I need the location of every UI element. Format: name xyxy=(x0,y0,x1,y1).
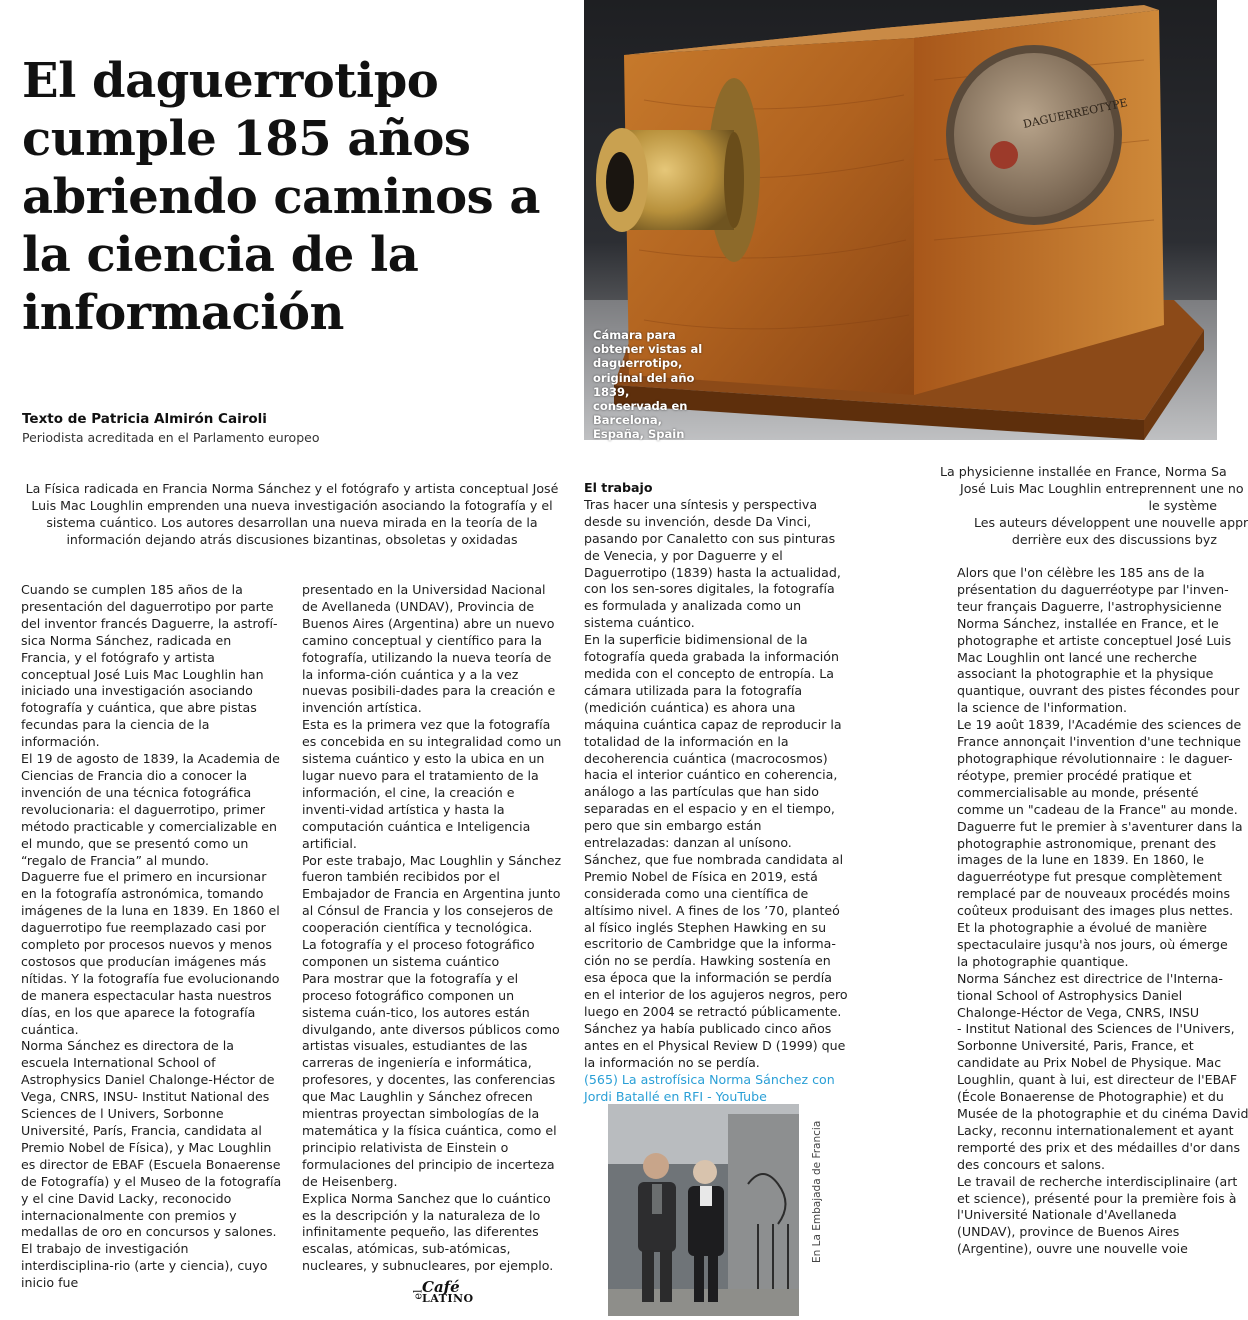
french-line: - Institut National des Sciences de l'Univers, xyxy=(957,1021,1235,1037)
french-line: tional School of Astrophysics Daniel xyxy=(957,987,1183,1003)
french-line: images de la lune en 1839. En 1860, le xyxy=(957,852,1205,868)
lead-paragraph: La Física radicada en Francia Norma Sánchez y el fotógrafo y artista conceptual José Luis Mac Loughlin emprenden una nueva investigación asociando la fotografía y el sistema cuántico. Los autores desarrollan una nueva mirada en la teoría de la información dejando atrás discusiones bizantinas, obsoletas y oxidadas xyxy=(25,481,559,547)
youtube-link[interactable]: (565) La astrofísica Norma Sánchez con Jordi Batallé en RFI - YouTube xyxy=(584,1071,835,1104)
paragraph: El 19 de agosto de 1839, la Academia de Ciencias de Francia dio a conocer la invención de una técnica fotográfica revolucionaria: el daguerrotipo, primer método practicable y comercializable en el mundo, que se presentó como un “regalo de Francia” al mundo. xyxy=(21,751,280,868)
french-line: Le 19 août 1839, l'Académie des sciences de xyxy=(957,717,1242,733)
paragraph: Cuando se cumplen 185 años de la presentación del daguerrotipo por parte del inventor francés Daguerre, la astrofí-sica Norma Sánchez, radicada en Francia, y el fotógrafo y artista conceptual José Luis Mac Loughlin han iniciado una investigación asociando fotografía y cuántica, que abre pistas fecundas para la ciencia de la información. xyxy=(21,582,278,750)
photo-credit: En La Embajada de Francia xyxy=(811,1120,823,1263)
author-role: Periodista acreditada en el Parlamento europeo xyxy=(22,430,320,445)
author-byline: Texto de Patricia Almirón Cairoli xyxy=(22,411,267,427)
french-line: l'Université Nationale d'Avellaneda xyxy=(957,1207,1177,1223)
paragraph: El trabajo de investigación interdisciplina-rio (arte y ciencia), cuyo inicio fue xyxy=(21,1241,268,1291)
french-line: comme un "cadeau de la France" au monde. xyxy=(957,801,1238,817)
column-3 xyxy=(584,480,848,1106)
paragraph: Sánchez, que fue nombrada candidata al Premio Nobel de Física en 2019, está considerada como una científica de altísimo nivel. A fines de los ’70, planteó al físico inglés Stephen Hawking en su escritorio de Cambridge que la informa-ción no se perdía. Hawking sostenía en esa época que la información se perdía en el interior de los agujeros negros, pero luego en 2004 se retractó públicamente. xyxy=(584,851,848,1020)
french-line: la photographie quantique. xyxy=(957,953,1129,969)
french-line: remporté des prix et des médailles d'or dans xyxy=(957,1139,1241,1155)
paragraph: Sánchez ya había publicado cinco años antes en el Physical Review D (1999) que la información no se perdía. xyxy=(584,1021,846,1070)
paragraph: Explica Norma Sanchez que lo cuántico es la descripción y la naturaleza de lo infinitamente pequeño, las diferentes escalas, atómicas, sub-atómicas, nucleares, y subnucleares, por ejemplo. xyxy=(302,1190,554,1274)
french-line: daguerréotype fut presque complètement xyxy=(957,869,1222,885)
french-line: Le travail de recherche interdisciplinaire (art xyxy=(957,1173,1238,1189)
french-lead-line: La physicienne installée en France, Norma Sa xyxy=(940,464,1227,479)
french-line: Daguerre fut le premier à s'aventurer dans la xyxy=(957,818,1243,834)
french-line: candidate au Prix Nobel de Physique. Mac xyxy=(957,1055,1222,1071)
french-line: photographie astronomique, prenant des xyxy=(957,835,1217,851)
french-line: Sorbonne Université, Paris, France, et xyxy=(957,1038,1194,1054)
french-line: teur français Daguerre, l'astrophysicienne xyxy=(957,598,1222,614)
french-line: remplacé par de nouveaux procédés moins xyxy=(957,886,1231,902)
french-line: quantique, ouvrant des pistes fécondes pour xyxy=(957,683,1240,699)
french-line: coûteux produisant des images plus nettes. xyxy=(957,903,1234,919)
french-line: France annonçait l'invention d'une technique xyxy=(957,734,1242,750)
french-line: la science de l'information. xyxy=(957,700,1128,716)
french-line: et science), présenté pour la première fois à xyxy=(957,1190,1237,1206)
people-photo-illustration xyxy=(608,1104,799,1316)
cafe-latino-logo xyxy=(410,1278,474,1306)
paragraph: Por este trabajo, Mac Loughlin y Sánchez fueron también recibidos por el Embajador de Francia en Argentina junto al Cónsul de Francia y los consejeros de cooperación científica y tecnológica. xyxy=(302,852,562,936)
french-line: (Argentine), ouvre une nouvelle voie xyxy=(957,1241,1188,1257)
svg-text:DAGUERREOTYPE: DAGUERREOTYPE xyxy=(1021,96,1129,131)
french-line: Alors que l'on célèbre les 185 ans de la xyxy=(957,565,1205,580)
french-line: Lacky, reconnu internationalement et ayant xyxy=(957,1122,1234,1138)
french-lead-line: José Luis Mac Loughlin entreprennent une no xyxy=(960,481,1244,496)
french-line: Musée de la photographie et du cinéma David xyxy=(957,1106,1248,1121)
french-lead xyxy=(940,463,1248,548)
french-line: des concours et salons. xyxy=(957,1156,1105,1172)
paragraph: En la superficie bidimensional de la fotografía queda grabada la información medida con el concepto de entropía. La cámara utilizada para la fotografía (medición cuántica) es ahora una máquina cuántica capaz de reproducir la totalidad de la información en la decoherencia cuántica (macrocosmos) hacia el interior cuántico en coherencia, análogo a las partículas que han sido separadas en el espacio y en el tiempo, pero que sin embargo están entrelazadas: danzan al unísono. xyxy=(584,632,842,851)
french-line: Loughlin, quant à lui, est directeur de l'EBAF xyxy=(957,1072,1238,1088)
column-2 xyxy=(302,582,564,1275)
logo-text: Café xyxy=(422,1278,460,1296)
french-lead-line: le système xyxy=(1148,498,1217,513)
paragraph: Daguerre fue el primero en incursionar en la fotografía astronómica, tomando imágenes de la luna en 1839. En 1860 el daguerrotipo fue reemplazado casi por completo por procesos nuevos y menos costosos que producían imágenes más nítidas. Y la fotografía fue evolucionando de manera espectacular hasta nuestros días, en los que aparece la fotografía cuántica. xyxy=(21,869,280,1037)
french-lead-line: derrière eux des discussions byz xyxy=(1011,532,1217,547)
french-line: réotype, premier procédé pratique et xyxy=(957,767,1192,783)
paragraph: Norma Sánchez es directora de la escuela International School of Astrophysics Daniel Chalonge-Héctor de Vega, CNRS, INSU- Institut National des Sciences de l Univers, Sorbonne Université, París, Francia, candidata al Premio Nobel de Física), y Mac Loughlin es director de EBAF (Escuela Bonaerense de Fotografía) y el Museo de la fotografía y el cine David Lacky, reconocido internacionalmente con premios y medallas de oro en concursos y salones. xyxy=(21,1038,282,1240)
french-line: commercialisable au monde, présenté xyxy=(957,784,1199,800)
hero-photo-caption: Cámara para obtener vistas al daguerrotipo, original del año 1839, conservada en Barcelona, España, Spain xyxy=(593,328,703,442)
french-line: Chalonge-Héctor de Vega, CNRS, INSU xyxy=(957,1004,1200,1020)
french-line: (École Bonaerense de Photographie) et du xyxy=(957,1089,1224,1105)
paragraph: La fotografía y el proceso fotográfico componen un sistema cuántico xyxy=(302,937,535,969)
french-line: associant la photographie et la physique xyxy=(957,666,1214,682)
paragraph: Tras hacer una síntesis y perspectiva desde su invención, desde Da Vinci, pasando por Canaletto con sus pinturas de Venecia, y por Daguerre y el Daguerrotipo (1839) hasta la actualidad, con los sen-sores digitales, la fotografía es formulada y analizada como un sistema cuántico. xyxy=(584,496,841,631)
french-line: (UNDAV), province de Buenos Aires xyxy=(957,1224,1180,1240)
headline: El daguerrotipo cumple 185 años abriendo caminos a la ciencia de la información xyxy=(22,53,541,341)
paragraph: Para mostrar que la fotografía y el proceso fotográfico componen un sistema cuán-tico, los autores están divulgando, ante diversos públicos como artistas visuales, estudiantes de las carreras de ingeniería e informática, profesores, y docentes, las conferencias que Mac Laughlin y Sánchez ofrecen mientras proyectan simbologías de la matemática y la física cuántica, como el principio relativista de Einstein o formulaciones del principio de incerteza de Heisenberg. xyxy=(302,970,560,1189)
french-line: présentation du daguerréotype par l'inven- xyxy=(957,581,1229,597)
french-line: Mac Loughlin ont lancé une recherche xyxy=(957,649,1198,665)
french-line: Et la photographie a évolué de manière xyxy=(957,920,1208,936)
french-line: photographique révolutionnaire : le daguer- xyxy=(957,750,1233,766)
french-line: Norma Sánchez, installée en France, et le xyxy=(957,615,1219,631)
column-4-french xyxy=(957,565,1248,1258)
french-line: spectaculaire jusqu'à nos jours, où émerge xyxy=(957,936,1228,952)
french-line: photographe et artiste conceptuel José Luis xyxy=(957,632,1232,648)
people-photo xyxy=(608,1104,799,1316)
logo-text: el xyxy=(411,1289,425,1300)
french-line: Norma Sánchez est directrice de l'Interna- xyxy=(957,970,1223,986)
logo-text: LATINO xyxy=(422,1292,474,1305)
paragraph: Esta es la primera vez que la fotografía es concebida en su integralidad como un sistema cuántico y esto la ubica en un lugar nuevo para el tratamiento de la información, el cine, la creación e inventi-vidad artística y hasta la computación cuántica e Inteligencia artificial. xyxy=(302,717,562,851)
paragraph: presentado en la Universidad Nacional de Avellaneda (UNDAV), Provincia de Buenos Aires (Argentina) abre un nuevo camino conceptual y científico para la fotografía, utilizando la nueva teoría de la informa-ción cuántica y a la vez nuevas posibili-dades para la creación e invención artística. xyxy=(302,582,556,716)
section-heading: El trabajo xyxy=(584,480,653,495)
column-1 xyxy=(21,582,283,1292)
french-lead-line: Les auteurs développent une nouvelle appr xyxy=(974,515,1248,530)
